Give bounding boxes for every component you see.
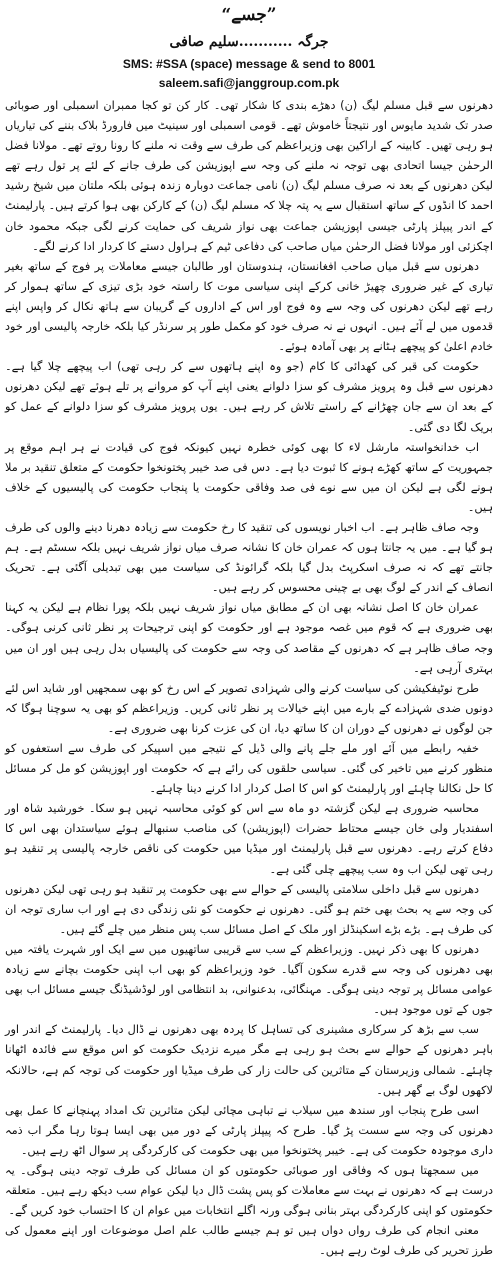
paragraph: حکومت کی قبر کی کھدائی کا کام (جو وہ اپنے ہاتھوں سے کر رہی تھی) اب پیچھے چلا گیا ہے۔ دھرنوں سے قبل وہ پرویز مشرف کو سزا دلوانے یعنی اپنے آپ کو مروانے پر تلے ہوئے تھے لیکن دھرنوں کے بعد ان سے جان چھڑانے کے راستے تلاش کر رہے ہیں۔ یوں پرویز مشرف کو سزا دلوانے کے عمل کو بریک لگا دی گئی۔ xyxy=(5,360,493,434)
paragraph: دھرنوں کا بھی ذکر نہیں۔ وزیراعظم کے سب سے قریبی ساتھیوں میں سے ایک اور شہرت یافتہ میں بھی دھرنوں کی وجہ سے قدرے سکون آگیا۔ خود وزیراعظم کو بھی اب اپنی حکومت بچانے سے زیادہ عوامی مسائل پر توجہ دینی ہوگی۔ مہنگائی، بدعنوانی، بد انتظامی اور لوڈشیڈنگ جیسے مسائل اب بھی جوں کے توں موجود ہیں۔ xyxy=(5,942,493,1017)
paragraph: طرح نوٹیفکیشن کی سیاست کرنے والی شہزادی تصویر کے اس رخ کو بھی سمجھیں اور شاید اس لئے دونوں ضدی شہزادے کے بارے میں اپنے خیالات پر نظر ثانی کریں۔ وزیراعظم کو بھی یہ سوچنا ہوگا کہ جن لوگوں نے دھرنوں کے دوران ان کا ساتھ دیا، ان کی عزت کرنا بھی ضروری ہے۔ xyxy=(5,681,493,735)
sms-line: SMS: #SSA (space) message & send to 8001 xyxy=(122,57,376,71)
article-body xyxy=(5,96,493,1258)
paragraph: دھرنوں سے قبل مسلم لیگ (ن) دھڑے بندی کا شکار تھی۔ کار کن تو کجا ممبران اسمبلی اور صوبائی صدر تک شدید مایوس اور نتیجتاً خاموش تھے۔ قومی اسمبلی اور سینیٹ میں فارورڈ بلاک بننے کی تیاریاں ہو رہی تھیں۔ کابینہ کے اراکین بھی وزیراعظم کی طرف سے وقت نہ ملنے کا رونا روتے تھے۔ مولانا فضل الرحمٰن جیسا اتحادی بھی توجہ نہ ملنے کی وجہ سے اپوزیشن کی طرف جانے کے لئے پر تول رہے تھے لیکن دھرنوں کے بعد نہ صرف مسلم لیگ (ن) نامی جماعت دوبارہ زندہ ہوئی بلکہ ملتان میں شیخ رشید احمد کا انڈوں کے ساتھ استقبال سے یہ پتہ چلا کہ مسلم لیگ (ن) کے کارکن بھی ہوا کرتے ہیں۔ پارلیمنٹ کے اندر پیپلز پارٹی جیسی اپوزیشن جماعت بھی نواز شریف کی حمایت کرنے لگی جبکہ محمود خان اچکزئی اور مولانا فضل الرحمٰن میاں صاحب کی دفاعی ٹیم کے ہراول دستے کا کردار ادا کرنے لگے۔ xyxy=(5,99,493,253)
paragraph: خفیہ رابطے میں آئے اور ملے جلے پانے والی ڈیل کے نتیجے میں اسپیکر کی طرف سے استعفوں کو منظور کرنے میں تاخیر کی گئی۔ سیاسی حلقوں کی رائے ہے کہ حکومت اور اپوزیشن کو مل کر مسائل کا حل نکالنا چاہئے اور پارلیمنٹ کو اس کا اصل کردار ادا کرنے دینا چاہئے۔ xyxy=(5,742,493,796)
byline: جرگہ ...........سلیم صافی xyxy=(169,34,329,50)
paragraph: دھرنوں سے قبل میاں صاحب افغانستان، ہندوستان اور طالبان جیسے معاملات پر فوج کے ساتھ بغیر تیاری کے غیر ضروری چھیڑ خانی کرکے اپنی سیاسی موت کا راستہ خود بڑی تیزی کے ساتھ ہموار کر رہے تھے لیکن دھرنوں کی وجہ سے وہ فوج اور اس کے اداروں کے گریبان سے ہاتھ نکال کر واپس اپنے قدموں میں لے آئے ہیں۔ انہوں نے نہ صرف خود کو مکمل طور پر سرنڈر کیا بلکہ خارجہ پالیسی اور خود خادم اعلیٰ کو پیچھے ہٹانے پر بھی آمادہ ہوئے۔ xyxy=(5,259,493,354)
paragraph: عمران خان کا اصل نشانہ بھی ان کے مطابق میاں نواز شریف نہیں بلکہ پورا نظام ہے لیکن یہ کہنا بھی ضروری ہے کہ قوم میں غصہ موجود ہے اور حکومت کو اپنی ترجیحات پر نظر ثانی کرنی ہوگی۔ وجہ صاف ظاہر ہے کہ دھرنوں کے مقاصد کی وجہ سے حکومت کی پالیسیاں بدل رہی ہیں اور ان میں بہتری آرہی ہے۔ xyxy=(5,601,493,675)
paragraph: اسی طرح پنجاب اور سندھ میں سیلاب نے تباہی مچائی لیکن متاثرین تک امداد پہنچانے کا عمل بھی دھرنوں کی وجہ سے سست پڑ گیا۔ طرح کہ پیپلز پارٹی کے دور میں بھی ایسا ہوتا رہا مگر اب ذمہ داری موجودہ حکومت کی ہے۔ خیبر پختونخوا میں بھی حکومت کی کارکردگی پر سوال اٹھ رہے ہیں۔ xyxy=(5,1103,493,1157)
paragraph: سب سے بڑھ کر سرکاری مشینری کی تساہل کا پردہ بھی دھرنوں نے ڈال دیا۔ پارلیمنٹ کے اندر اور باہر دھرنوں کے حوالے سے بحث ہو رہی ہے مگر میرے نزدیک حکومت کو اس موقع سے فائدہ اٹھانا چاہئے۔ شمالی وزیرستان کے متاثرین کی حالت زار کی طرف میڈیا اور حکومت کی توجہ کم ہے، حالانکہ لاکھوں لوگ بے گھر ہیں۔ xyxy=(5,1023,493,1097)
column-title: ”جسے“ xyxy=(221,5,277,25)
paragraph: محاسبہ ضروری ہے لیکن گزشتہ دو ماہ سے اس کو کوئی محاسبہ نہیں ہو سکا۔ خورشید شاہ اور اسفندیار ولی خان جیسے محتاط حضرات (اپوزیشن) کی مناصب سنبھالے ہوئے سیاستدان بھی اس کا دفاع کرتے رہے۔ دھرنوں سے قبل پارلیمنٹ اور میڈیا میں حکومت کی ناقص خارجہ پالیسی پر تنقید ہو رہی تھی لیکن اب وہ سب پیچھے چلی گئی ہے۔ xyxy=(5,802,493,876)
paragraph: وجہ صاف ظاہر ہے۔ اب اخبار نویسوں کی تنقید کا رخ حکومت سے زیادہ دھرنا دینے والوں کی طرف ہو گیا ہے۔ میں یہ جانتا ہوں کہ عمران خان کا نشانہ صرف میاں نواز شریف نہیں بلکہ سسٹم ہے۔ ہم جانتے تھے کہ نہ صرف اسکرپٹ بدل گیا بلکہ گرائونڈ کی سیاست میں بھی تبدیلی آگئی ہے۔ تحریک انصاف کے اندر کے لوگ بھی بے چینی محسوس کر رہے ہیں۔ xyxy=(5,520,493,595)
paragraph: میں سمجھتا ہوں کہ وفاقی اور صوبائی حکومتوں کو ان مسائل کی طرف توجہ دینی ہوگی۔ یہ درست ہے کہ دھرنوں نے بہت سے معاملات کو پس پشت ڈال دیا لیکن عوام سب دیکھ رہے ہیں۔ متعلقہ حکومتوں کو اپنی کارکردگی بہتر بنانی ہوگی ورنہ اگلے انتخابات میں عوام ان کا احتساب خود کریں گے۔ xyxy=(5,1163,493,1218)
paragraph: اب خدانخواستہ مارشل لاء کا بھی کوئی خطرہ نہیں کیونکہ فوج کی قیادت نے ہر اہم موقع پر جمہوریت کے ساتھ کھڑے ہونے کا ثبوت دیا ہے۔ دس فی صد خیبر پختونخوا حکومت کے متعلق تنقید بر ملا ہونے لگی ہے لیکن ان میں سے نوے فی صد وفاقی حکومت یا پنجاب حکومت کی پالیسیوں کے خلاف ہیں۔ xyxy=(5,440,493,514)
paragraph: دھرنوں سے قبل داخلی سلامتی پالیسی کے حوالے سے بھی حکومت پر تنقید ہو رہی تھی لیکن دھرنوں کی وجہ سے یہ بحث بھی ختم ہو گئی۔ دھرنوں نے حکومت کو نئی زندگی دی ہے اور اب ساری توجہ ان کی طرف ہے۔ بڑے بڑے اسکینڈلز اور ملک کے اصل مسائل سب پس منظر میں چلے گئے ہیں۔ xyxy=(5,882,493,936)
paragraph: معنی انجام کی طرف رواں دواں ہیں تو ہم جیسے طالب علم اصل موضوعات اور اپنے معمول کی طرز تحریر کی طرف لوٹ رہے ہیں۔ xyxy=(5,1224,493,1258)
author-email: saleem.safi@janggroup.com.pk xyxy=(158,76,340,90)
